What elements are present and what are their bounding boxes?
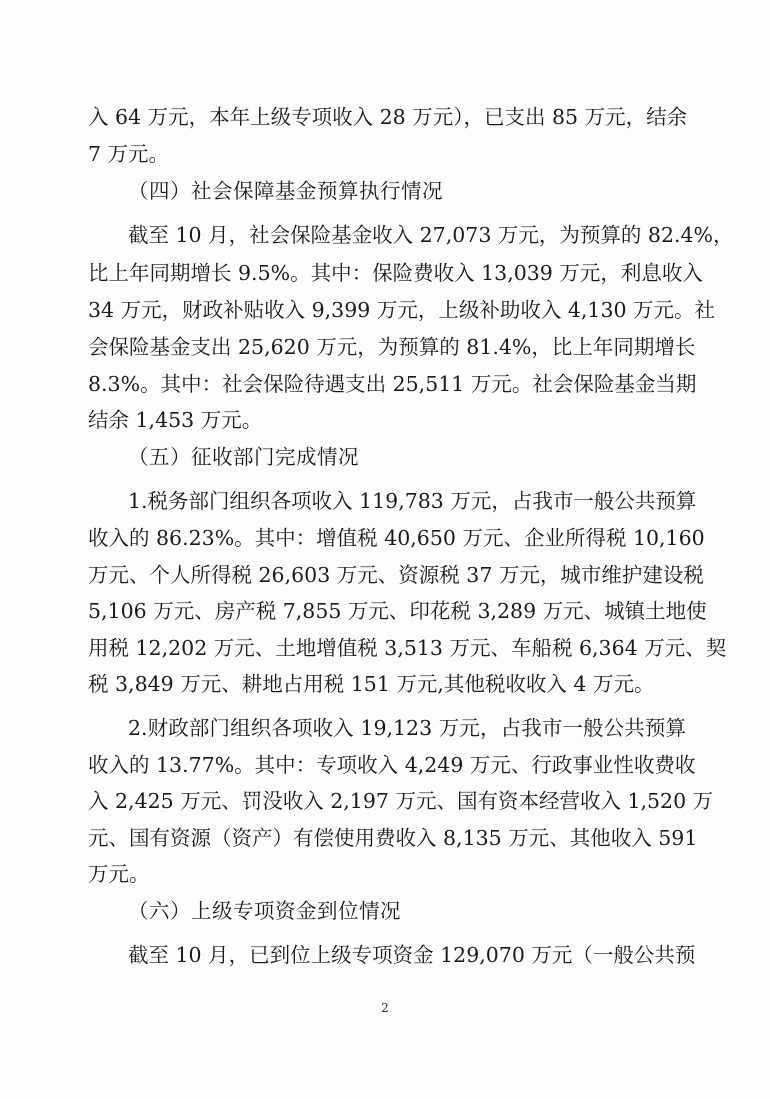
paragraph-line: 收入的 13.77%。其中：专项收入 4,249 万元、行政事业性收费收 bbox=[88, 753, 696, 777]
paragraph-line: 截至 10 月，已到位上级专项资金 129,070 万元（一般公共预 bbox=[128, 943, 696, 967]
paragraph-line: 5,106 万元、房产税 7,855 万元、印花税 3,289 万元、城镇土地使 bbox=[88, 599, 707, 623]
page-number: 2 bbox=[381, 1001, 389, 1015]
paragraph-line: 收入的 86.23%。其中：增值税 40,650 万元、企业所得税 10,160 bbox=[88, 526, 705, 550]
paragraph-line: 万元。 bbox=[88, 862, 150, 886]
paragraph-line: 34 万元，财政补贴收入 9,399 万元，上级补助收入 4,130 万元。社 bbox=[88, 298, 716, 322]
paragraph-line: 比上年同期增长 9.5%。其中：保险费收入 13,039 万元，利息收入 bbox=[88, 261, 703, 285]
section-heading: （四）社会保障基金预算执行情况 bbox=[128, 179, 443, 203]
section-heading: （六）上级专项资金到位情况 bbox=[128, 899, 401, 923]
paragraph-line: 用税 12,202 万元、土地增值税 3,513 万元、车船税 6,364 万元、契 bbox=[88, 636, 727, 660]
paragraph-line: 8.3%。其中：社会保险待遇支出 25,511 万元。社会保险基金当期 bbox=[88, 372, 697, 396]
paragraph-line: 结余 1,453 万元。 bbox=[88, 408, 263, 432]
section-heading: （五）征收部门完成情况 bbox=[128, 445, 359, 469]
paragraph-line: 1.税务部门组织各项收入 119,783 万元，占我市一般公共预算 bbox=[128, 489, 697, 513]
paragraph-line: 截至 10 月，社会保险基金收入 27,073 万元，为预算的 82.4%， bbox=[128, 223, 734, 247]
paragraph-line: 会保险基金支出 25,620 万元，为预算的 81.4%，比上年同期增长 bbox=[88, 335, 696, 359]
paragraph-line: 税 3,849 万元、耕地占用税 151 万元,其他税收收入 4 万元。 bbox=[88, 672, 655, 696]
paragraph-line: 2.财政部门组织各项收入 19,123 万元，占我市一般公共预算 bbox=[128, 716, 686, 740]
paragraph-line: 万元、个人所得税 26,603 万元、资源税 37 万元，城市维护建设税 bbox=[88, 563, 704, 587]
paragraph-line: 入 64 万元，本年上级专项收入 28 万元），已支出 85 万元，结余 bbox=[88, 105, 688, 129]
paragraph-line: 入 2,425 万元、罚没收入 2,197 万元、国有资本经营收入 1,520 万 bbox=[88, 789, 714, 813]
paragraph-line: 7 万元。 bbox=[88, 142, 170, 166]
paragraph-line: 元、国有资源（资产）有偿使用费收入 8,135 万元、其他收入 591 bbox=[88, 826, 698, 850]
